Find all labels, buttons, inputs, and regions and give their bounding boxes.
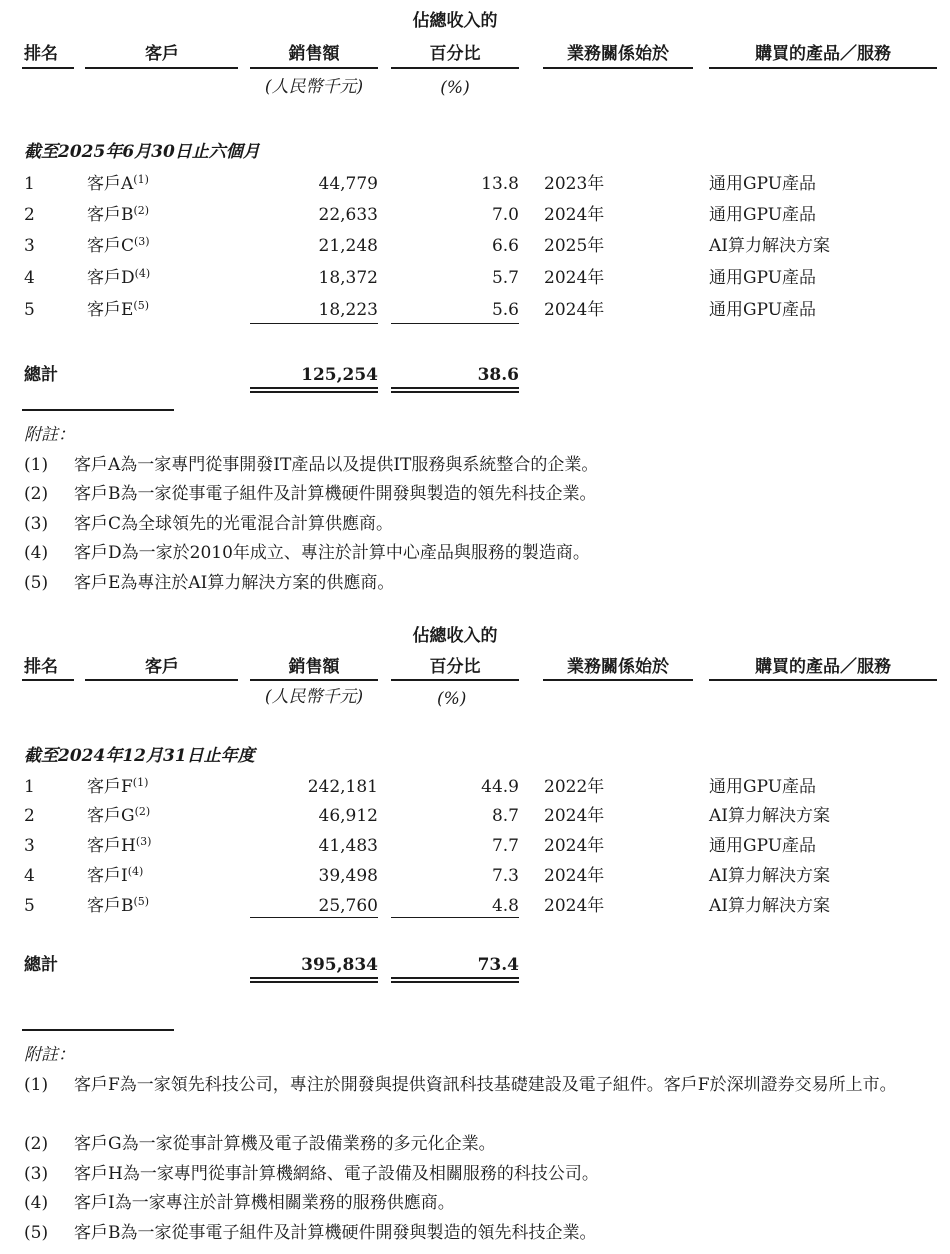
row-product: 通用GPU產品 (709, 268, 817, 288)
footnote-text: 客戶I為一家專注於計算機相關業務的服務供應商。 (74, 1193, 455, 1213)
row-rank: 5 (24, 300, 35, 320)
row-rank: 2 (24, 806, 35, 826)
header-since: 業務關係始於 (567, 657, 669, 677)
row-since: 2024年 (544, 896, 605, 916)
row-rank: 3 (24, 236, 35, 256)
header-pct-top: 佔總收入的 (412, 11, 498, 31)
footnote-number: (4) (24, 543, 49, 563)
header-since: 業務關係始於 (567, 44, 669, 64)
header-underline-sales (250, 67, 378, 69)
row-customer: 客戶$B^{(2)}$ (87, 204, 150, 225)
footnote-text: 客戶F為一家領先科技公司，專注於開發與提供資訊科技基礎建設及電子組件。客戶F於深圳證券交易所上市。 (74, 1075, 897, 1095)
row-sales: 21,248 (318, 236, 378, 256)
header-pct: 百分比 (429, 44, 481, 64)
row-sales: 18,372 (318, 268, 378, 288)
row-rank: 5 (24, 896, 35, 916)
row-product: AI算力解決方案 (709, 896, 830, 916)
footnote-number: (1) (24, 455, 49, 475)
notes-separator (22, 409, 174, 411)
header-customer: 客戶 (145, 657, 179, 677)
footnote-ref: (3) (135, 835, 152, 848)
row-customer: 客戶$G^{(2)}$ (87, 805, 151, 826)
footnote-text: 客戶G為一家從事計算機及電子設備業務的多元化企業。 (74, 1134, 496, 1154)
row-since: 2024年 (544, 205, 605, 225)
footnote-text: 客戶E為專注於AI算力解決方案的供應商。 (74, 573, 395, 593)
row-since: 2024年 (544, 300, 605, 320)
footnote-ref: (1) (133, 173, 149, 186)
row-since: 2025年 (544, 236, 605, 256)
row-pct: 13.8 (481, 174, 519, 194)
footnote-ref: (5) (133, 895, 150, 908)
row-customer: 客戶$A^{(1)}$ (87, 173, 149, 194)
row-customer: 客戶$I^{(4)}$ (87, 865, 144, 886)
total-pct: 38.6 (477, 365, 519, 385)
header-underline-pct (391, 67, 519, 69)
header-pct: 百分比 (429, 657, 481, 677)
notes-title: 附註： (24, 1045, 75, 1065)
row-since: 2024年 (544, 836, 605, 856)
row-product: 通用GPU產品 (709, 836, 817, 856)
row-sales: 242,181 (307, 777, 378, 797)
header-products: 購買的產品／服務 (755, 44, 891, 64)
footnote-number: (2) (24, 484, 49, 504)
row-product: 通用GPU產品 (709, 174, 817, 194)
pct-unit: (%) (437, 689, 467, 709)
subtotal-line-sales (250, 917, 378, 918)
footnote-text: 客戶B為一家從事電子組件及計算機硬件開發與製造的領先科技企業。 (74, 484, 597, 504)
header-underline-rank (22, 679, 74, 681)
notes-title: 附註： (24, 425, 75, 445)
header-underline-products (709, 679, 937, 681)
row-customer: 客戶$F^{(1)}$ (87, 776, 149, 797)
header-underline-rank (22, 67, 74, 69)
row-sales: 25,760 (318, 896, 378, 916)
double-underline-sales (250, 977, 378, 979)
row-rank: 4 (24, 866, 35, 886)
row-rank: 1 (24, 777, 35, 797)
sales-unit: (人民幣千元) (264, 687, 364, 707)
footnote-number: (3) (24, 514, 49, 534)
double-underline-pct (391, 977, 519, 979)
row-sales: 22,633 (318, 205, 378, 225)
row-sales: 44,779 (318, 174, 378, 194)
header-underline-since (543, 67, 693, 69)
footnote-text: 客戶C為全球領先的光電混合計算供應商。 (74, 514, 394, 534)
pct-unit: (%) (440, 78, 470, 98)
row-customer: 客戶$C^{(3)}$ (87, 235, 150, 256)
row-pct: 7.3 (491, 866, 519, 886)
row-since: 2024年 (544, 806, 605, 826)
row-pct: 44.9 (481, 777, 519, 797)
row-pct: 8.7 (491, 806, 519, 826)
period-heading: 截至2025年6月30日止六個月 (24, 142, 260, 162)
header-products: 購買的產品／服務 (755, 657, 891, 677)
double-underline-pct (391, 387, 519, 389)
footnote-text: 客戶B為一家從事電子組件及計算機硬件開發與製造的領先科技企業。 (74, 1223, 597, 1243)
row-product: AI算力解決方案 (709, 806, 830, 826)
total-sales: 395,834 (301, 955, 378, 975)
row-rank: 3 (24, 836, 35, 856)
row-sales: 41,483 (318, 836, 378, 856)
row-customer: 客戶$E^{(5)}$ (87, 299, 150, 320)
row-product: 通用GPU產品 (709, 777, 817, 797)
row-sales: 18,223 (318, 300, 378, 320)
header-underline-customer (85, 67, 238, 69)
row-pct: 6.6 (491, 236, 519, 256)
footnote-ref: (5) (133, 299, 150, 312)
subtotal-line-pct (391, 323, 519, 324)
footnote-ref: (4) (127, 865, 144, 878)
footnote-number: (4) (24, 1193, 49, 1213)
row-customer: 客戶$B^{(5)}$ (87, 895, 150, 916)
notes-separator (22, 1029, 174, 1031)
footnote-ref: (1) (132, 776, 149, 789)
header-rank: 排名 (24, 657, 58, 677)
footnote-text: 客戶A為一家專門從事開發IT產品以及提供IT服務與系統整合的企業。 (74, 455, 599, 475)
row-pct: 4.8 (491, 896, 519, 916)
double-underline-pct-2 (391, 391, 519, 393)
row-rank: 2 (24, 205, 35, 225)
header-underline-since (543, 679, 693, 681)
row-sales: 39,498 (318, 866, 378, 886)
footnote-ref: (2) (134, 805, 151, 818)
row-since: 2022年 (544, 777, 605, 797)
double-underline-sales (250, 387, 378, 389)
row-product: AI算力解決方案 (709, 866, 830, 886)
row-since: 2024年 (544, 866, 605, 886)
double-underline-pct-2 (391, 981, 519, 983)
row-customer: 客戶$D^{(4)}$ (87, 267, 151, 288)
total-sales: 125,254 (301, 365, 378, 385)
double-underline-sales-2 (250, 981, 378, 983)
footnote-text: 客戶H為一家專門從事計算機網絡、電子設備及相關服務的科技公司。 (74, 1164, 599, 1184)
header-underline-products (709, 67, 937, 69)
footnote-ref: (4) (134, 267, 151, 280)
footnote-ref: (2) (133, 204, 150, 217)
subtotal-line-sales (250, 323, 378, 324)
header-pct-top: 佔總收入的 (412, 626, 498, 646)
row-rank: 1 (24, 174, 35, 194)
row-pct: 7.0 (491, 205, 519, 225)
header-sales: 銷售額 (288, 44, 340, 64)
row-product: 通用GPU產品 (709, 300, 817, 320)
header-customer: 客戶 (145, 44, 179, 64)
header-underline-sales (250, 679, 378, 681)
footnote-ref: (3) (134, 235, 150, 248)
row-pct: 5.7 (491, 268, 519, 288)
footnote-number: (2) (24, 1134, 49, 1154)
footnote-number: (5) (24, 573, 49, 593)
header-sales: 銷售額 (288, 657, 340, 677)
total-label: 總計 (24, 365, 58, 385)
total-pct: 73.4 (477, 955, 519, 975)
footnote-number: (1) (24, 1075, 49, 1095)
footnote-number: (3) (24, 1164, 49, 1184)
total-label: 總計 (24, 955, 58, 975)
header-rank: 排名 (24, 44, 58, 64)
subtotal-line-pct (391, 917, 519, 918)
footnote-number: (5) (24, 1223, 49, 1243)
footnote-text: 客戶D為一家於2010年成立、專注於計算中心產品與服務的製造商。 (74, 543, 590, 563)
row-product: AI算力解決方案 (709, 236, 830, 256)
period-heading: 截至2024年12月31日止年度 (24, 746, 255, 766)
row-customer: 客戶$H^{(3)}$ (87, 835, 152, 856)
header-underline-pct (391, 679, 519, 681)
double-underline-sales-2 (250, 391, 378, 393)
row-since: 2023年 (544, 174, 605, 194)
row-pct: 7.7 (491, 836, 519, 856)
sales-unit: (人民幣千元) (264, 77, 364, 97)
row-since: 2024年 (544, 268, 605, 288)
row-pct: 5.6 (491, 300, 519, 320)
row-sales: 46,912 (318, 806, 378, 826)
header-underline-customer (85, 679, 238, 681)
row-product: 通用GPU產品 (709, 205, 817, 225)
row-rank: 4 (24, 268, 35, 288)
